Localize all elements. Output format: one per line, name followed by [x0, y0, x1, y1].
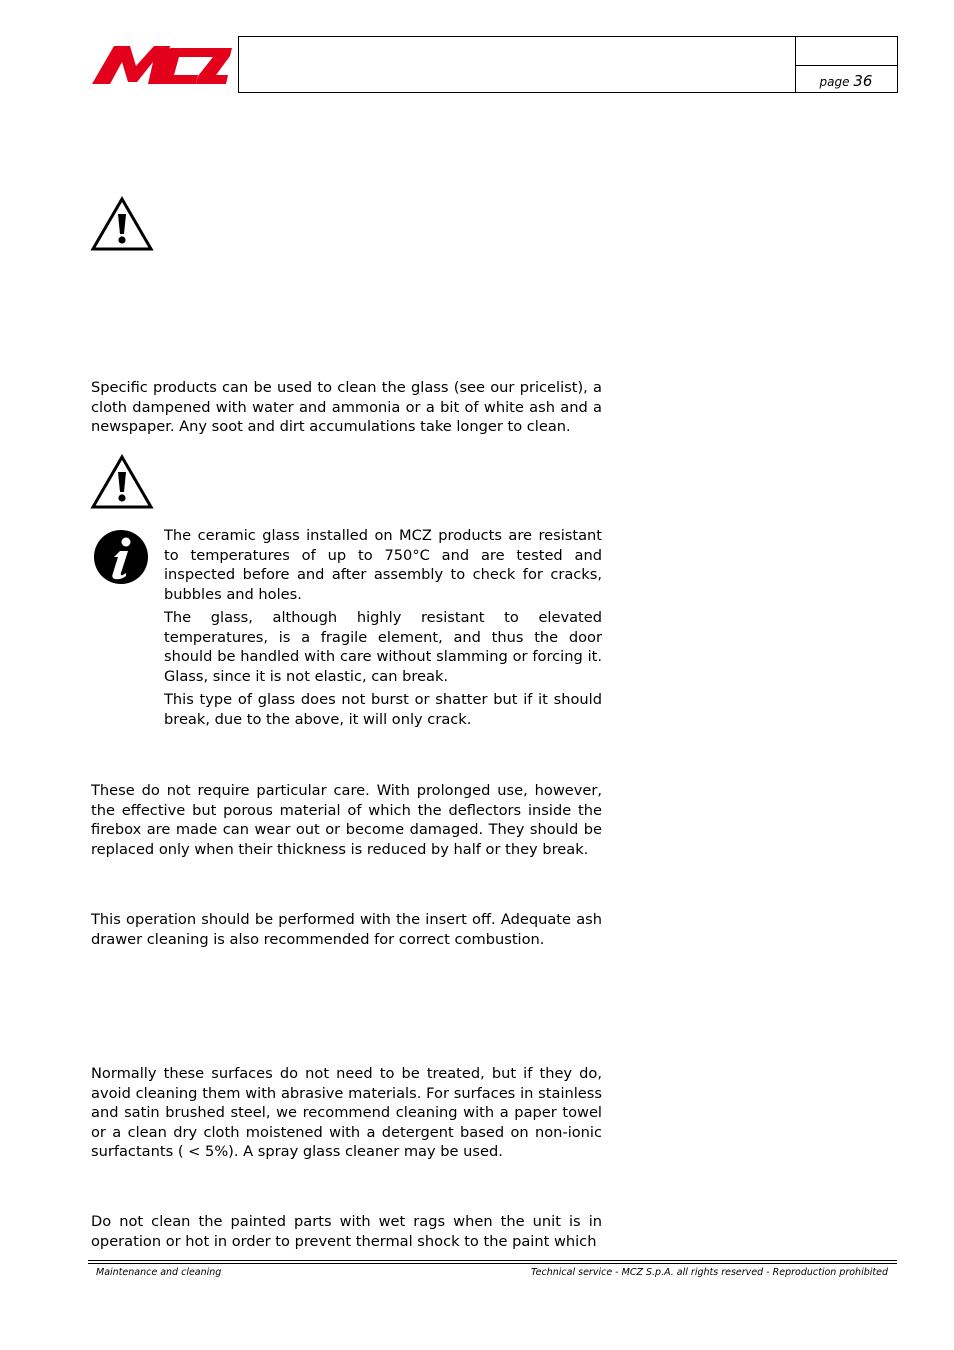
page-label: page	[819, 75, 850, 89]
info-paragraph-glass-crack: This type of glass does not burst or shatter but if it should break, due to the above, it will only crack.	[164, 691, 602, 728]
page-number	[800, 72, 892, 90]
info-icon	[93, 529, 149, 585]
surfaces-cleaning-paragraph: Normally these surfaces do not need to be treated, but if they do, avoid cleaning them with abrasive materials. For surfaces in stainless and satin brushed steel, we recommend cleaning with a paper towel or a clean dry cloth moistened with a detergent based on non-ionic surfactants ( < 5%). A spray glass cleaner may be used.	[91, 1065, 602, 1160]
warning-triangle-icon	[90, 196, 154, 252]
footer-copyright: Technical service - MCZ S.p.A. all rights reserved - Reproduction prohibited	[531, 1267, 888, 1278]
deflectors-paragraph: These do not require particular care. With prolonged use, however, the effective but porous material of which the deflectors inside the firebox are made can wear out or become damaged. They should be replaced only when their thickness is reduced by half or they break.	[91, 782, 602, 858]
page-number-value: 36	[853, 72, 873, 90]
painted-parts-paragraph: Do not clean the painted parts with wet rags when the unit is in operation or hot in order to prevent thermal shock to the paint which	[91, 1213, 602, 1250]
warning-triangle-icon	[90, 454, 154, 510]
ash-cleaning-paragraph: This operation should be performed with the insert off. Adequate ash drawer cleaning is also recommended for correct combustion.	[91, 911, 602, 948]
info-paragraph-glass-fragility: The glass, although highly resistant to elevated temperatures, is a fragile element, and thus the door should be handled with care without slamming or forcing it. Glass, since it is not elastic, can break.	[164, 609, 602, 685]
footer-section-title: Maintenance and cleaning	[96, 1267, 222, 1278]
header-page-divider	[795, 65, 897, 66]
mcz-logo	[92, 44, 232, 86]
footer-rule	[88, 1263, 897, 1264]
glass-cleaning-paragraph: Specific products can be used to clean the glass (see our pricelist), a cloth dampened with water and ammonia or a bit of white ash and a newspaper. Any soot and dirt accumulations take longer to clean.	[91, 379, 602, 435]
footer-rule	[88, 1260, 897, 1261]
info-paragraph-glass-resistance: The ceramic glass installed on MCZ products are resistant to temperatures of up to 750°C and are tested and inspected before and after assembly to check for cracks, bubbles and holes.	[164, 527, 602, 603]
